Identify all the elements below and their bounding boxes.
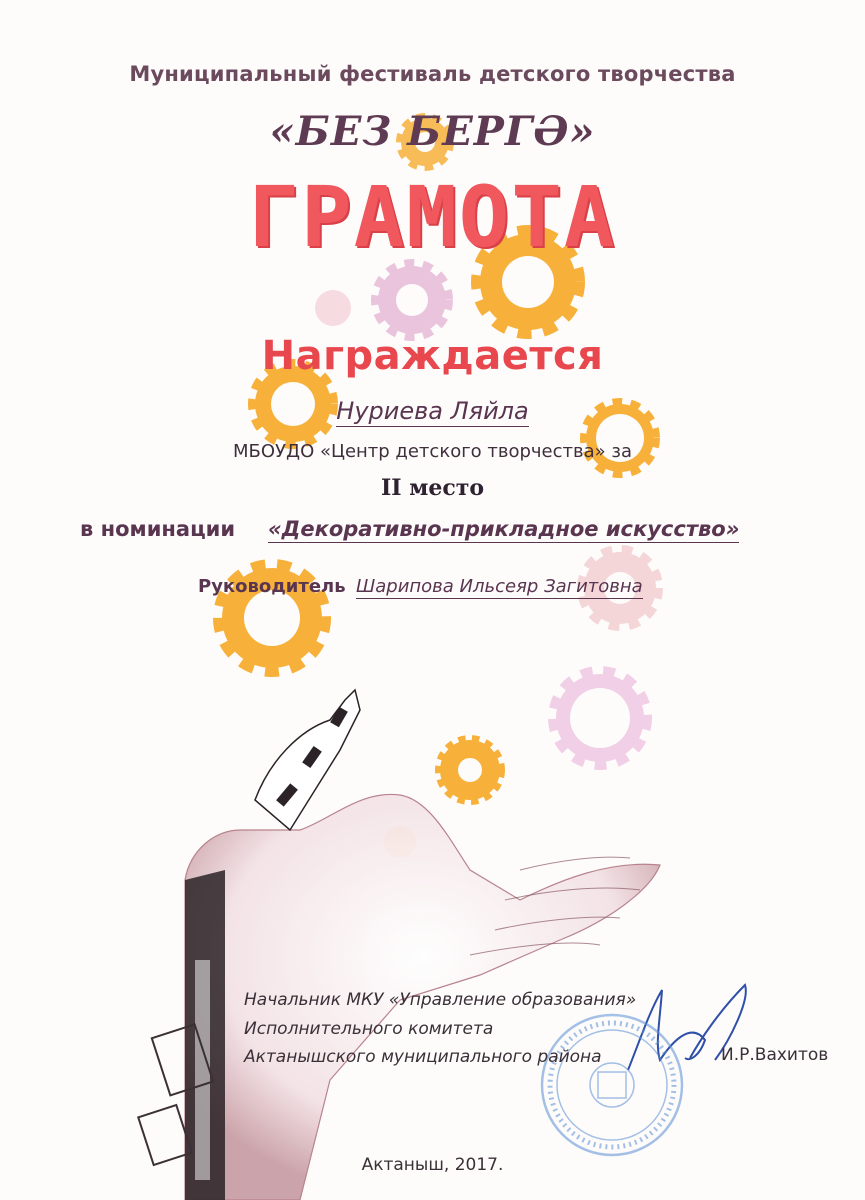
recipient-name [0,397,865,425]
nomination-name [268,517,739,541]
leader-name [356,576,643,597]
leader-label: Руководитель [198,576,346,597]
nomination-name-text: «Декоративно-прикладное искусство» [268,517,740,541]
signer-name: И.Р.Вахитов [721,1045,829,1065]
nomination-prefix: в номинации [80,517,236,541]
place-line: II место [380,475,485,501]
gear-icon [315,290,351,326]
place-year: Актаныш, 2017. [361,1155,504,1175]
festival-name: «БЕЗ БЕРГӘ» [269,108,596,155]
awarded-label: Награждается [261,333,604,379]
recipient-name-text: Нуриева Ляйла [336,397,529,425]
leader-name-text: Шарипова Ильсеяр Загитовна [356,576,643,597]
gear-icon [556,674,644,762]
signature-line-2: Исполнительного комитета [244,1019,494,1039]
festival-line: Муниципальный фестиваль детского творчества [129,62,736,86]
signature-line-1: Начальник МКУ «Управление образования» [244,990,637,1010]
gear-icon [440,740,500,800]
signature-line-3: Актанышского муниципального района [244,1047,602,1067]
gear-icon [378,266,446,334]
official-stamp [542,1015,682,1155]
organization-line: МБОУДО «Центр детского творчества» за [232,441,632,462]
certificate-title: ГРАМОТА [248,168,617,266]
